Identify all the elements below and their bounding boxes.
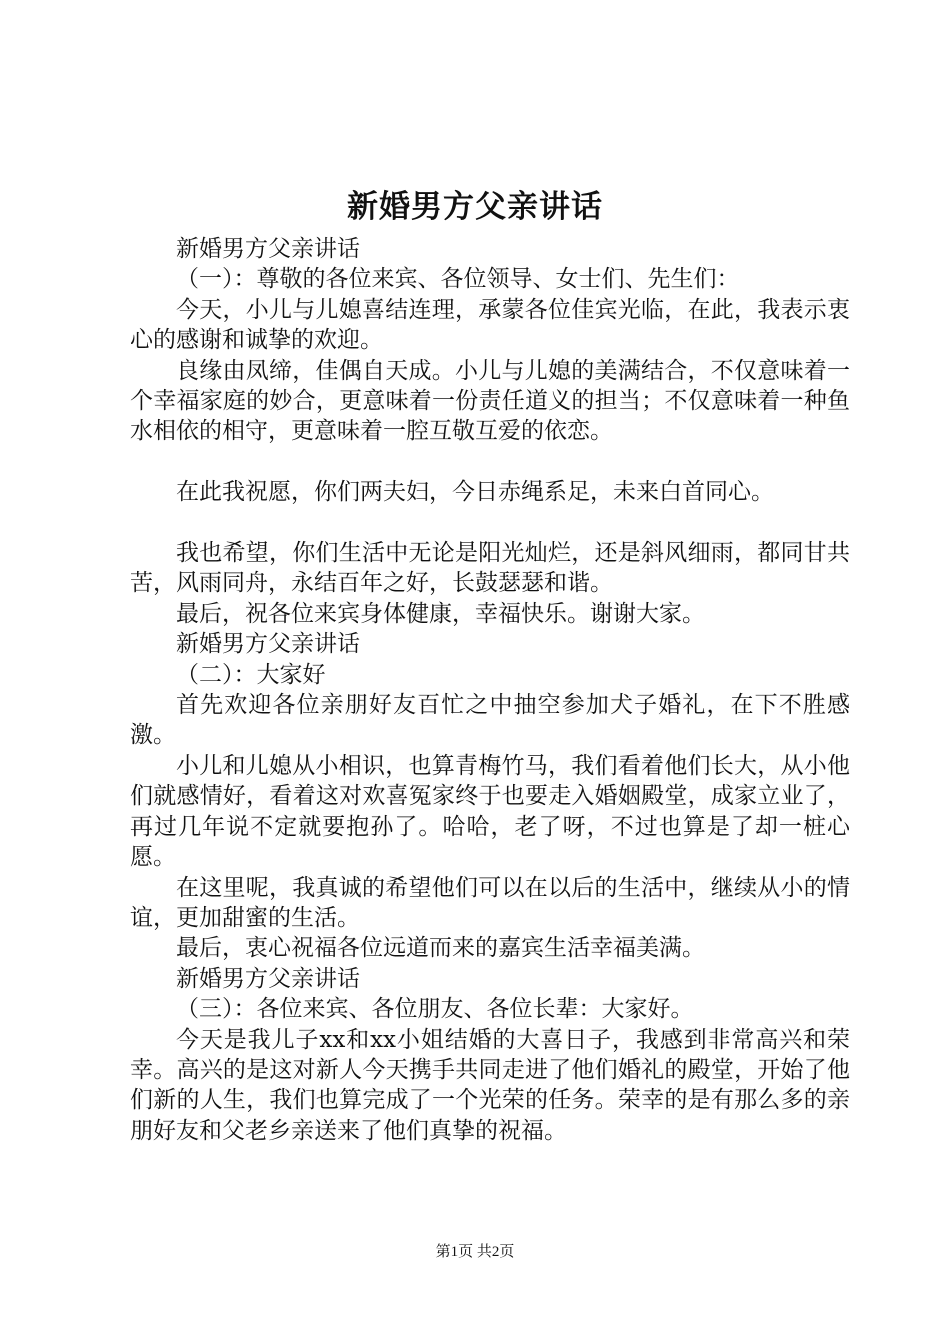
paragraph: 首先欢迎各位亲朋好友百忙之中抽空参加犬子婚礼，在下不胜感激。 [130, 692, 850, 749]
salutation: （三）：各位来宾、各位朋友、各位长辈：大家好。 [176, 996, 694, 1023]
paragraph: 在这里呢，我真诚的希望他们可以在以后的生活中，继续从小的情谊，更加甜蜜的生活。 [130, 874, 850, 931]
document-title: 新婚男方父亲讲话 [347, 189, 603, 225]
section-heading: 新婚男方父亲讲话 [176, 631, 360, 658]
paragraph: 良缘由凤缔，佳偶自天成。小儿与儿媳的美满结合，不仅意味着一个幸福家庭的妙合，更意味着一份责任道义的担当；不仅意味着一种鱼水相依的相守，更意味着一腔互敬互爱的依恋。 [130, 357, 850, 445]
salutation: （二）：大家好 [176, 661, 326, 688]
paragraph: 最后，衷心祝福各位远道而来的嘉宾生活幸福美满。 [176, 935, 705, 962]
paragraph: 我也希望，你们生活中无论是阳光灿烂，还是斜风细雨，都同甘共苦，风雨同舟，永结百年之好，长鼓瑟瑟和谐。 [130, 540, 850, 597]
document-body [130, 234, 850, 1146]
paragraph: 小儿和儿媳从小相识，也算青梅竹马，我们看着他们长大，从小他们就感情好，看着这对欢喜冤家终于也要走入婚姻殿堂，成家立业了，再过几年说不定就要抱孙了。哈哈，老了呀，不过也算是了却一桩心愿。 [130, 752, 850, 871]
salutation: （一）：尊敬的各位来宾、各位领导、女士们、先生们： [176, 266, 740, 293]
paragraph: 今天是我儿子xx和xx小姐结婚的大喜日子，我感到非常高兴和荣幸。高兴的是这对新人今天携手共同走进了他们婚礼的殿堂，开始了他们新的人生，我们也算完成了一个光荣的任务。荣幸的是有那么多的亲朋好友和父老乡亲送来了他们真挚的祝福。 [130, 1026, 850, 1144]
paragraph: 今天，小儿与儿媳喜结连理，承蒙各位佳宾光临，在此，我表示衷心的感谢和诚挚的欢迎。 [130, 296, 850, 354]
page-number: 第1页 共2页 [435, 1244, 515, 1260]
section-heading: 新婚男方父亲讲话 [176, 236, 360, 262]
paragraph: 在此我祝愿，你们两夫妇，今日赤绳系足，未来白首同心。 [176, 479, 774, 506]
section-heading: 新婚男方父亲讲话 [176, 965, 360, 992]
paragraph: 最后，祝各位来宾身体健康，幸福快乐。谢谢大家。 [176, 600, 705, 627]
